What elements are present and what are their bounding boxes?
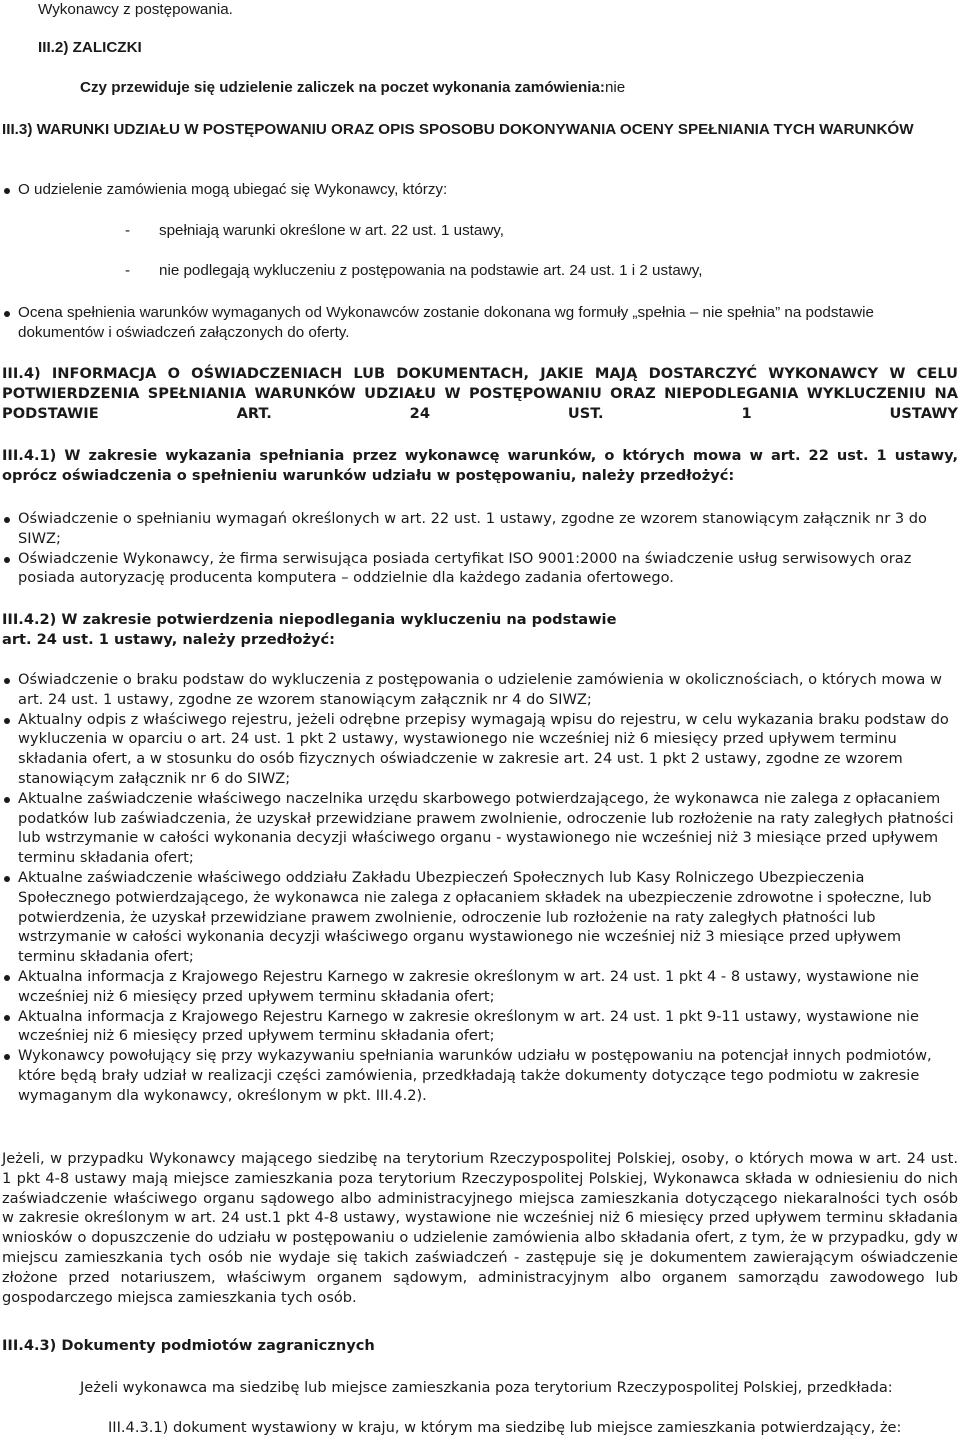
list-item: Oświadczenie Wykonawcy, że firma serwisująca posiada certyfikat ISO 9001:2000 na świadczenie usług serwisowych oraz posiada autoryzację producenta komputera – oddzielnie dla każdego zadania ofertowego. xyxy=(2,549,958,589)
section-heading-iii-4-2 xyxy=(2,610,958,650)
dash-item-1: - spełniają warunki określone w art. 22 ust. 1 ustawy, xyxy=(125,222,504,239)
list-item: Aktualna informacja z Krajowego Rejestru Karnego w zakresie określonym w art. 24 ust. 1 pkt 4 - 8 ustawy, wystawione nie wcześniej niż 6 miesięcy przed upływem terminu składania ofert; xyxy=(2,967,958,1007)
list-item: O udzielenie zamówienia mogą ubiegać się Wykonawcy, którzy: xyxy=(2,180,952,200)
list-item: Oświadczenie o braku podstaw do wykluczenia z postępowania o udzielenie zamówienia w okolicznościach, o których mowa w art. 24 ust. 1 ustawy, zgodne ze wzorem stanowiącym załącznik nr 4 do SIWZ; xyxy=(2,670,958,710)
section-heading-iii-2: III.2) ZALICZKI xyxy=(38,39,142,56)
advance-question xyxy=(80,78,960,98)
section-heading-iii-4 xyxy=(2,364,958,423)
dash-item-text: spełniają warunki określone w art. 22 ust. 1 ustawy, xyxy=(159,222,504,239)
conditions-intro xyxy=(2,180,952,200)
list-item: Ocena spełnienia warunków wymaganych od Wykonawców zostanie dokonana wg formuły „spełnia – nie spełnia” na podstawie dokumentów i oświadczeń załączonych do oferty. xyxy=(2,303,952,343)
advance-answer: nie xyxy=(604,79,626,96)
section-heading-iii-4-3: III.4.3) Dokumenty podmiotów zagranicznych xyxy=(2,1337,375,1354)
list-item: Aktualne zaświadczenie właściwego naczelnika urzędu skarbowego potwierdzającego, że wykonawca nie zalega z opłacaniem podatków lub zaświadczenia, że uzyskał przewidziane prawem zwolnienie, odroczenie lub rozłożenie na raty zaległych płatności lub wstrzymanie w całości wykonania decyzji właściwego organu - wystawionego nie wcześniej niż 3 miesiące przed upływem terminu składania ofert; xyxy=(2,789,958,868)
evaluation-bullet xyxy=(2,303,952,343)
heading-line-1: III.4.2) W zakresie potwierdzenia niepodlegania wykluczeniu na podstawie xyxy=(2,611,617,628)
list-item: Wykonawcy powołujący się przy wykazywaniu spełniania warunków udziału w postępowaniu na potencjał innych podmiotów, które będą brały udział w realizacji części zamówienia, przedkładają także dokumenty dotyczące tego podmiotu w zakresie wymaganym dla wykonawcy, określonym w pkt. III.4.2). xyxy=(2,1046,958,1105)
foreign-subpoint: III.4.3.1) dokument wystawiony w kraju, w którym ma siedzibę lub miejsce zamieszkania potwierdzający, że: xyxy=(108,1419,902,1436)
dash-item-2: - nie podlegają wykluczeniu z postępowania na podstawie art. 24 ust. 1 i 2 ustawy, xyxy=(125,262,703,279)
dash-item-text: nie podlegają wykluczeniu z postępowania na podstawie art. 24 ust. 1 i 2 ustawy, xyxy=(159,262,703,279)
section-heading-iii-3: III.3) WARUNKI UDZIAŁU W POSTĘPOWANIU ORAZ OPIS SPOSOBU DOKONYWANIA OCENY SPEŁNIANIA TYCH WARUNKÓW xyxy=(2,121,914,138)
heading-line-2: art. 24 ust. 1 ustawy, należy przedłożyć: xyxy=(2,630,335,648)
foreign-persons-paragraph: Jeżeli, w przypadku Wykonawcy mającego siedzibę na terytorium Rzeczypospolitej Polskiej, osoby, o których mowa w art. 24 ust. 1 pkt 4-8 ustawy mają miejsce zamieszkania poza terytorium Rzeczypospolitej Polskiej, Wykonawca składa w odniesieniu do nich zaświadczenie właściwego organu sądowego albo administracyjnego miejsca zamieszkania dotyczącego niekaralności tych osób w zakresie określonym w art. 24 ust.1 pkt 4-8 ustawy, wystawione nie wcześniej niż 6 miesięcy przed upływem terminu składania wniosków o dopuszczenie do udziału w postępowaniu o udzielenie zamówienia albo składania ofert, z tym, że w przypadku, gdy w miejscu zamieszkania tych osób nie wydaje się takich zaświadczeń - zastępuje się je dokumentem zawierającym oświadczenie złożone przed notariuszem, właściwym organem sądowym, administracyjnym albo organem samorządu zawodowego lub gospodarczego miejsca zamieszkania tych osób. xyxy=(2,1150,958,1306)
top-line: Wykonawcy z postępowania. xyxy=(38,1,233,18)
foreign-intro: Jeżeli wykonawca ma siedzibę lub miejsce zamieszkania poza terytorium Rzeczypospolitej Polskiej, przedkłada: xyxy=(80,1379,893,1396)
exclusion-documents-list xyxy=(2,670,958,1106)
list-item: Aktualny odpis z właściwego rejestru, jeżeli odrębne przepisy wymagają wpisu do rejestru, w celu wykazania braku podstaw do wykluczenia w oparciu o art. 24 ust. 1 pkt 2 ustawy, wystawionego nie wcześniej niż 6 miesięcy przed upływem terminu składania ofert, a w stosunku do osób fizycznych oświadczenie w zakresie art. 24 ust. 1 pkt 2 ustawy, zgodne ze wzorem stanowiącym załącznik nr 6 do SIWZ; xyxy=(2,710,958,789)
section-heading-iii-4-1: III.4.1) W zakresie wykazania spełniania przez wykonawcę warunków, o których mowa w art. 22 ust. 1 ustawy, oprócz oświadczenia o spełnieniu warunków udziału w postępowaniu, należy przedłożyć: xyxy=(2,447,958,484)
conditions-documents-list xyxy=(2,509,958,588)
section-heading-iii-4-text: III.4) INFORMACJA O OŚWIADCZENIACH LUB DOKUMENTACH, JAKIE MAJĄ DOSTARCZYĆ WYKONAWCY W CELU POTWIERDZENIA SPEŁNIANIA WARUNKÓW UDZIAŁU W POSTĘPOWANIU ORAZ NIEPODLEGANIA WYKLUCZENIU NA PODSTAWIE ART. 24 UST. 1 USTAWY xyxy=(2,365,958,422)
advance-question-text: Czy przewiduje się udzielenie zaliczek na poczet wykonania zamówienia: xyxy=(80,79,605,96)
list-item: Aktualne zaświadczenie właściwego oddziału Zakładu Ubezpieczeń Społecznych lub Kasy Rolniczego Ubezpieczenia Społecznego potwierdzającego, że wykonawca nie zalega z opłacaniem składek na ubezpieczenie zdrowotne i społeczne, lub potwierdzenia, że uzyskał przewidziane prawem zwolnienie, odroczenie lub rozłożenie na raty zaległych płatności lub wstrzymanie w całości wykonania decyzji właściwego organu wystawionego nie wcześniej niż 3 miesiące przed upływem terminu składania ofert; xyxy=(2,868,958,967)
list-item: Oświadczenie o spełnianiu wymagań określonych w art. 22 ust. 1 ustawy, zgodne ze wzorem stanowiącym załącznik nr 3 do SIWZ; xyxy=(2,509,958,549)
list-item: Aktualna informacja z Krajowego Rejestru Karnego w zakresie określonym w art. 24 ust. 1 pkt 9-11 ustawy, wystawione nie wcześniej niż 6 miesięcy przed upływem terminu składania ofert; xyxy=(2,1007,958,1047)
